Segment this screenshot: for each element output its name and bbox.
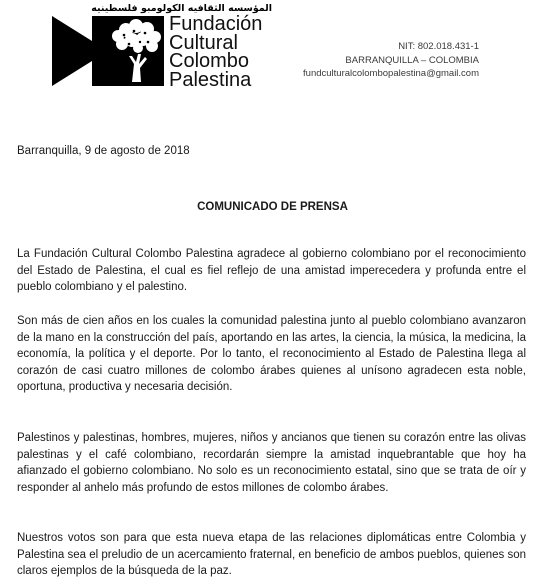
city: BARRANQUILLA – COLOMBIA [345, 54, 479, 66]
paragraph: Son más de cien años en los cuales la comunidad palestina junto al pueblo colombiano avanzaron de la mano en la construcción del país, aportando en las artes, la ciencia, la música, la medicina, la economía, la política y el deporte. Por lo tanto, el reconocimiento al Estado de Palestina llega al corazón de casi cuatro millones de colombo árabes quienes al unísono agradecen esta noble, oportuna, productiva y necesaria decisión. [17, 315, 526, 393]
name-line: Palestina [169, 68, 252, 91]
olive-tree-icon [52, 16, 164, 86]
email: fundculturalcolombopalestina@gmail.com [303, 68, 479, 79]
paragraph: Palestinos y palestinas, hombres, mujeres, niños y ancianos que tienen su corazón entre las olivas palestinas y el café colombiano, recordarán siempre la amistad inquebrantable que hoy ha afianzado el gobierno colombiano. No solo es un reconocimiento estatal, sino que se trata de oír y responder al anhelo más profundo de estos millones de colombo árabes. [17, 432, 526, 494]
letterhead [0, 0, 545, 110]
arabic-name: المؤسسه الثقافيه الكولومبو فلسطينيه [91, 3, 272, 14]
organization-name [169, 15, 262, 89]
name-line: Cultural [169, 31, 238, 54]
paragraph: Nuestros votos son para que esta nueva etapa de las relaciones diplomáticas entre Colombia y Palestina sea el preludio de un acercamiento fraternal, en beneficio de ambos pueblos, quienes son claros ejemplos de la búsqueda de la paz. [17, 532, 526, 577]
letter-title: COMUNICADO DE PRENSA [197, 201, 348, 213]
paragraph: La Fundación Cultural Colombo Palestina agradece al gobierno colombiano por el reconocimiento del Estado de Palestina, el cual es fiel reflejo de una amistad imperecedera y profunda entre el pueblo colombiano y el palestino. [17, 248, 526, 293]
letter-date: Barranquilla, 9 de agosto de 2018 [17, 145, 190, 157]
contact-block [303, 40, 479, 81]
name-line: Colombo [169, 50, 250, 72]
nit-number: NIT: 802.018.431-1 [398, 41, 479, 52]
name-line: Fundación [169, 13, 263, 35]
